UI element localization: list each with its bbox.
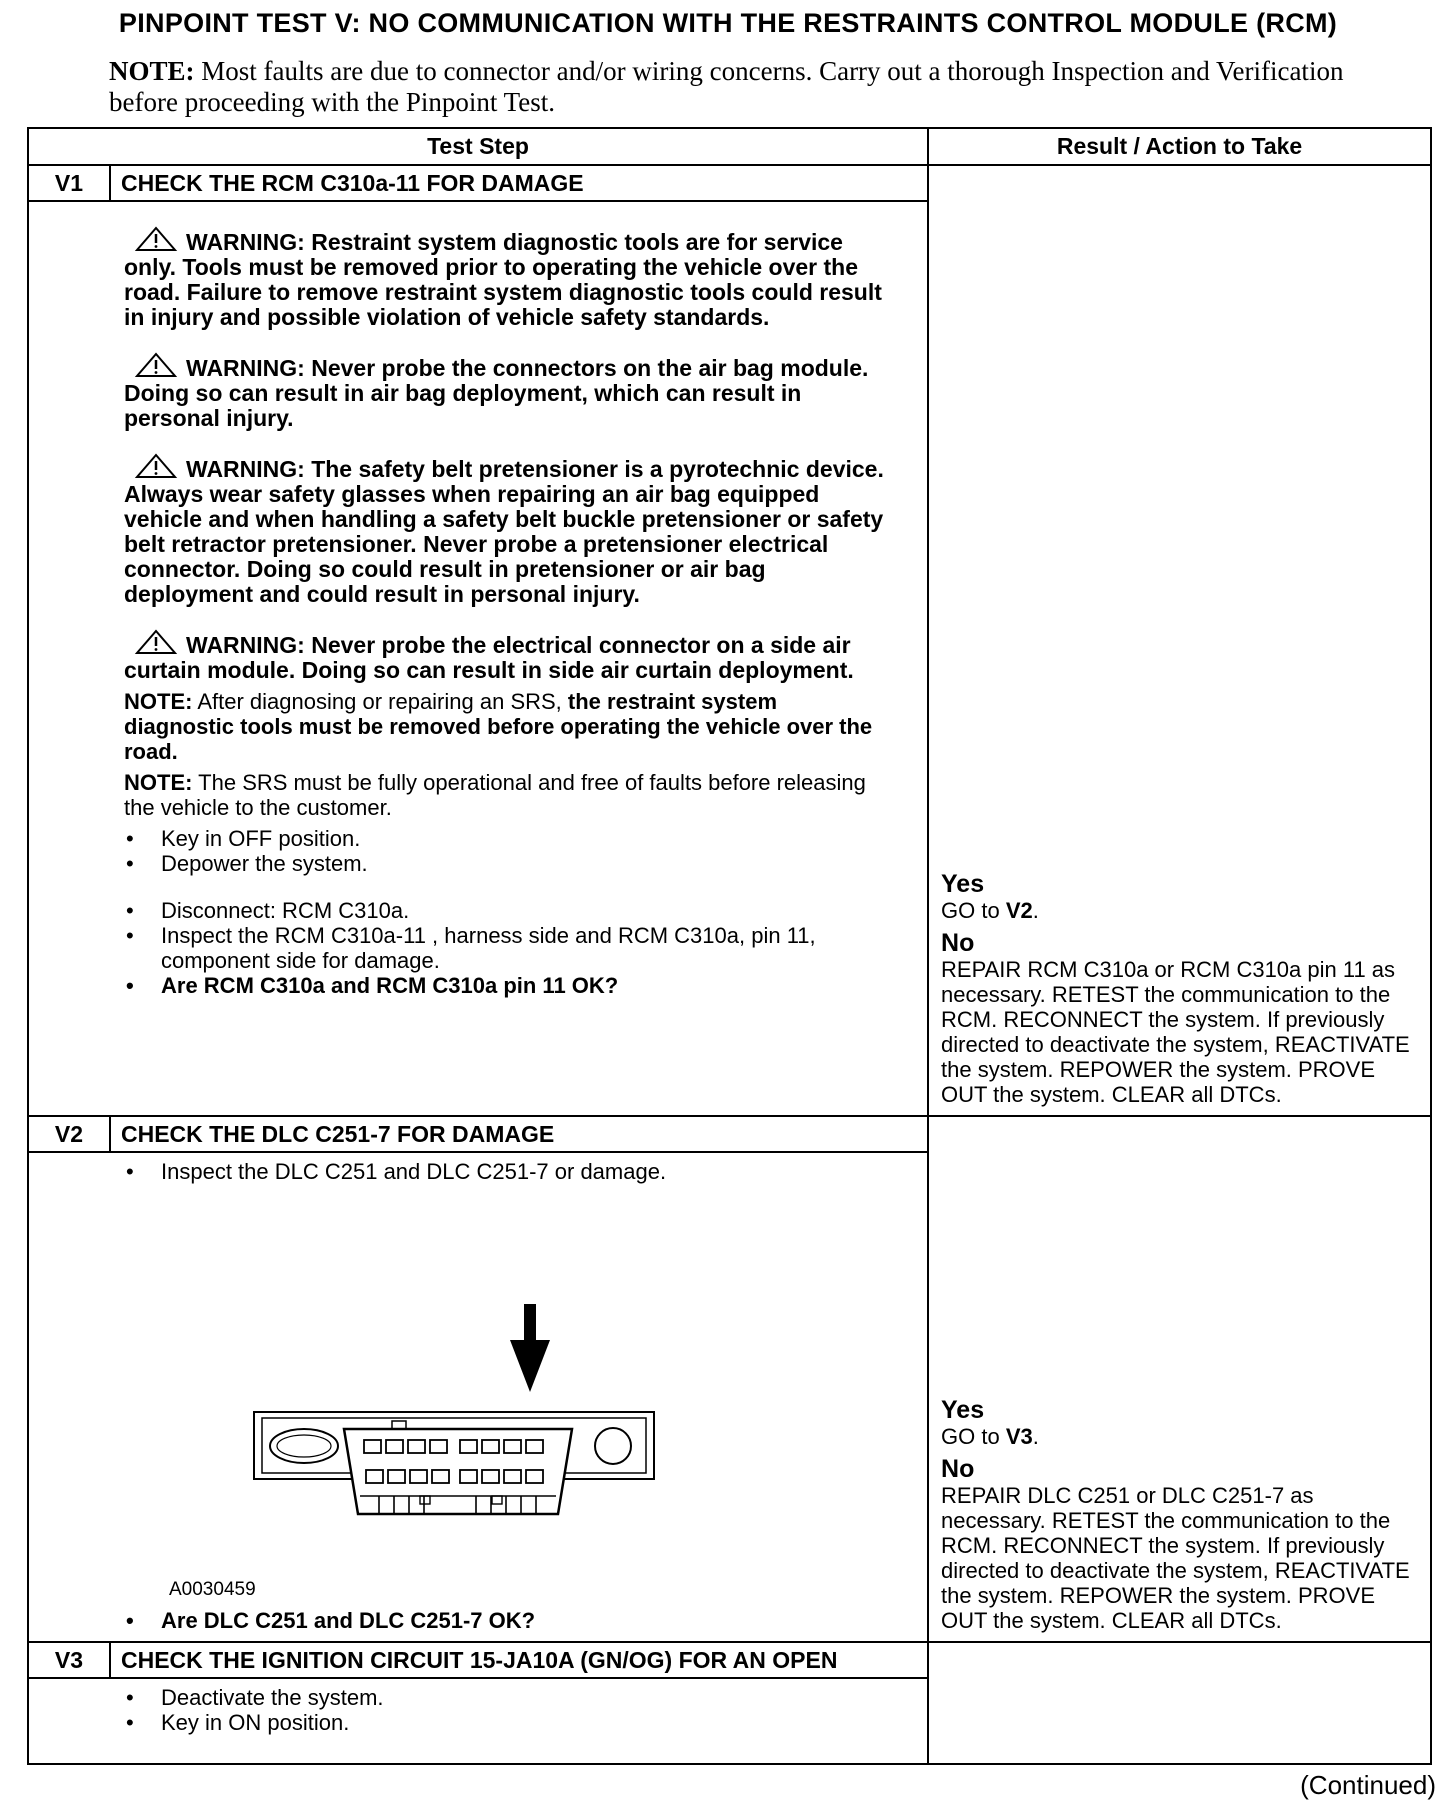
warning-1-text: WARNING: Restraint system diagnostic tools are for service only. Tools must be removed prior to operating the vehicle over the road. Failure to remove restraint system diagnostic tools could result in injury and possible violation of vehicle safety standards. [124, 229, 882, 330]
list-item: • Key in ON position. [124, 1710, 887, 1735]
v1-question: • Are RCM C310a and RCM C310a pin 11 OK? [124, 973, 887, 998]
warning-1 [124, 226, 887, 330]
note-srs-tools-plain: After diagnosing or repairing an SRS, [197, 689, 562, 714]
list-item: • Inspect the RCM C310a-11 , harness side and RCM C310a, pin 11, component side for damage. [124, 923, 887, 973]
dlc-connector-diagram [244, 1304, 664, 1519]
note-label: NOTE: [124, 770, 193, 795]
v3-bullet-list [124, 1685, 887, 1735]
warning-3-text: WARNING: The safety belt pretensioner is a pyrotechnic device. Always wear safety glasses when repairing an air bag equipped vehicle and when handling a safety belt buckle pretensioner or safety belt retractor pretensioner. Never probe a pretensioner electrical connector. Doing so could result in pretensioner or air bag deployment and could result in personal injury. [124, 456, 884, 607]
step-v3-content [28, 1678, 928, 1764]
goto-text: GO to [941, 898, 1000, 923]
result-v2-no-action: REPAIR DLC C251 or DLC C251-7 as necessary. RETEST the communication to the RCM. RECONNECT the system. If previously directed to deactivate the system, REACTIVATE the system. REPOWER the system. PROVE OUT the system. CLEAR all DTCs. [941, 1483, 1410, 1633]
v1-bullet-list-b [124, 898, 887, 998]
list-item: • Deactivate the system. [124, 1685, 887, 1710]
col-header-result: Result / Action to Take [928, 128, 1431, 165]
intro-note-label: NOTE: [109, 56, 195, 86]
goto-target-v3: V3 [1005, 1424, 1033, 1449]
list-item: • Inspect the DLC C251 and DLC C251-7 or damage. [124, 1159, 887, 1184]
step-id-v3: V3 [28, 1642, 110, 1678]
warning-4-text: WARNING: Never probe the electrical connector on a side air curtain module. Doing so can result in side air curtain deployment. [124, 632, 854, 683]
pinpoint-test-table [27, 127, 1432, 1765]
result-v1-yes-action: GO to V2. [941, 898, 1039, 923]
step-v1-content [28, 201, 928, 1116]
result-v1 [928, 165, 1431, 1116]
dlc-connector-figure [124, 1184, 887, 1600]
note-label: NOTE: [124, 689, 193, 714]
note-srs-tools-bold: the restraint system diagnostic tools must be removed before operating the vehicle over the road. [124, 689, 873, 764]
v1-bullet-list-a [124, 826, 887, 876]
warning-3 [124, 453, 887, 607]
step-title-v3: CHECK THE IGNITION CIRCUIT 15-JA10A (GN/OG) FOR AN OPEN [110, 1642, 928, 1678]
result-v2-yes: Yes [941, 1396, 985, 1424]
continued-label: (Continued) [1300, 1770, 1436, 1800]
warning-triangle-icon [134, 453, 178, 479]
goto-text: GO to [941, 1424, 1000, 1449]
result-v2-no: No [941, 1455, 975, 1483]
note-srs-operational [124, 770, 887, 820]
result-v1-yes: Yes [941, 870, 985, 898]
v2-question: • Are DLC C251 and DLC C251-7 OK? [124, 1608, 535, 1633]
warning-triangle-icon [134, 352, 178, 378]
step-id-v1: V1 [28, 165, 110, 201]
figure-id: A0030459 [169, 1579, 256, 1600]
step-title-v2: CHECK THE DLC C251-7 FOR DAMAGE [110, 1116, 928, 1152]
result-v1-no: No [941, 929, 975, 957]
result-v1-no-action: REPAIR RCM C310a or RCM C310a pin 11 as necessary. RETEST the communication to the RCM. RECONNECT the system. If previously directed to deactivate the system, REACTIVATE the system. REPOWER the system. PROVE OUT the system. CLEAR all DTCs. [941, 957, 1410, 1107]
warning-triangle-icon [134, 629, 178, 655]
list-item: • Depower the system. [124, 851, 887, 876]
intro-note [109, 56, 1349, 118]
intro-note-text: Most faults are due to connector and/or wiring concerns. Carry out a thorough Inspection and Verification before proceeding with the Pinpoint Test. [109, 56, 1344, 117]
warning-4 [124, 629, 887, 683]
result-v3 [928, 1642, 1431, 1764]
step-id-v2: V2 [28, 1116, 110, 1152]
result-v2 [928, 1116, 1431, 1642]
v2-bullet-list [124, 1159, 887, 1184]
v2-question-list [124, 1608, 535, 1633]
list-item: • Disconnect: RCM C310a. [124, 898, 887, 923]
table-header-row [28, 128, 1431, 165]
note-srs-operational-text: The SRS must be fully operational and free of faults before releasing the vehicle to the customer. [124, 770, 866, 820]
step-v2-header [28, 1116, 1431, 1152]
col-header-test-step: Test Step [28, 128, 928, 165]
warning-2-text: WARNING: Never probe the connectors on the air bag module. Doing so can result in air bag deployment, which can result in personal injury. [124, 355, 869, 431]
warning-triangle-icon [134, 226, 178, 252]
step-title-v1: CHECK THE RCM C310a-11 FOR DAMAGE [110, 165, 928, 201]
step-v1-header [28, 165, 1431, 201]
note-srs-tools [124, 689, 887, 764]
goto-target-v2: V2 [1005, 898, 1033, 923]
page-title: PINPOINT TEST V: NO COMMUNICATION WITH THE RESTRAINTS CONTROL MODULE (RCM) [118, 8, 1338, 38]
step-v3-header [28, 1642, 1431, 1678]
warning-2 [124, 352, 887, 431]
result-v2-yes-action: GO to V3. [941, 1424, 1039, 1449]
step-v2-content [28, 1152, 928, 1642]
list-item: • Key in OFF position. [124, 826, 887, 851]
